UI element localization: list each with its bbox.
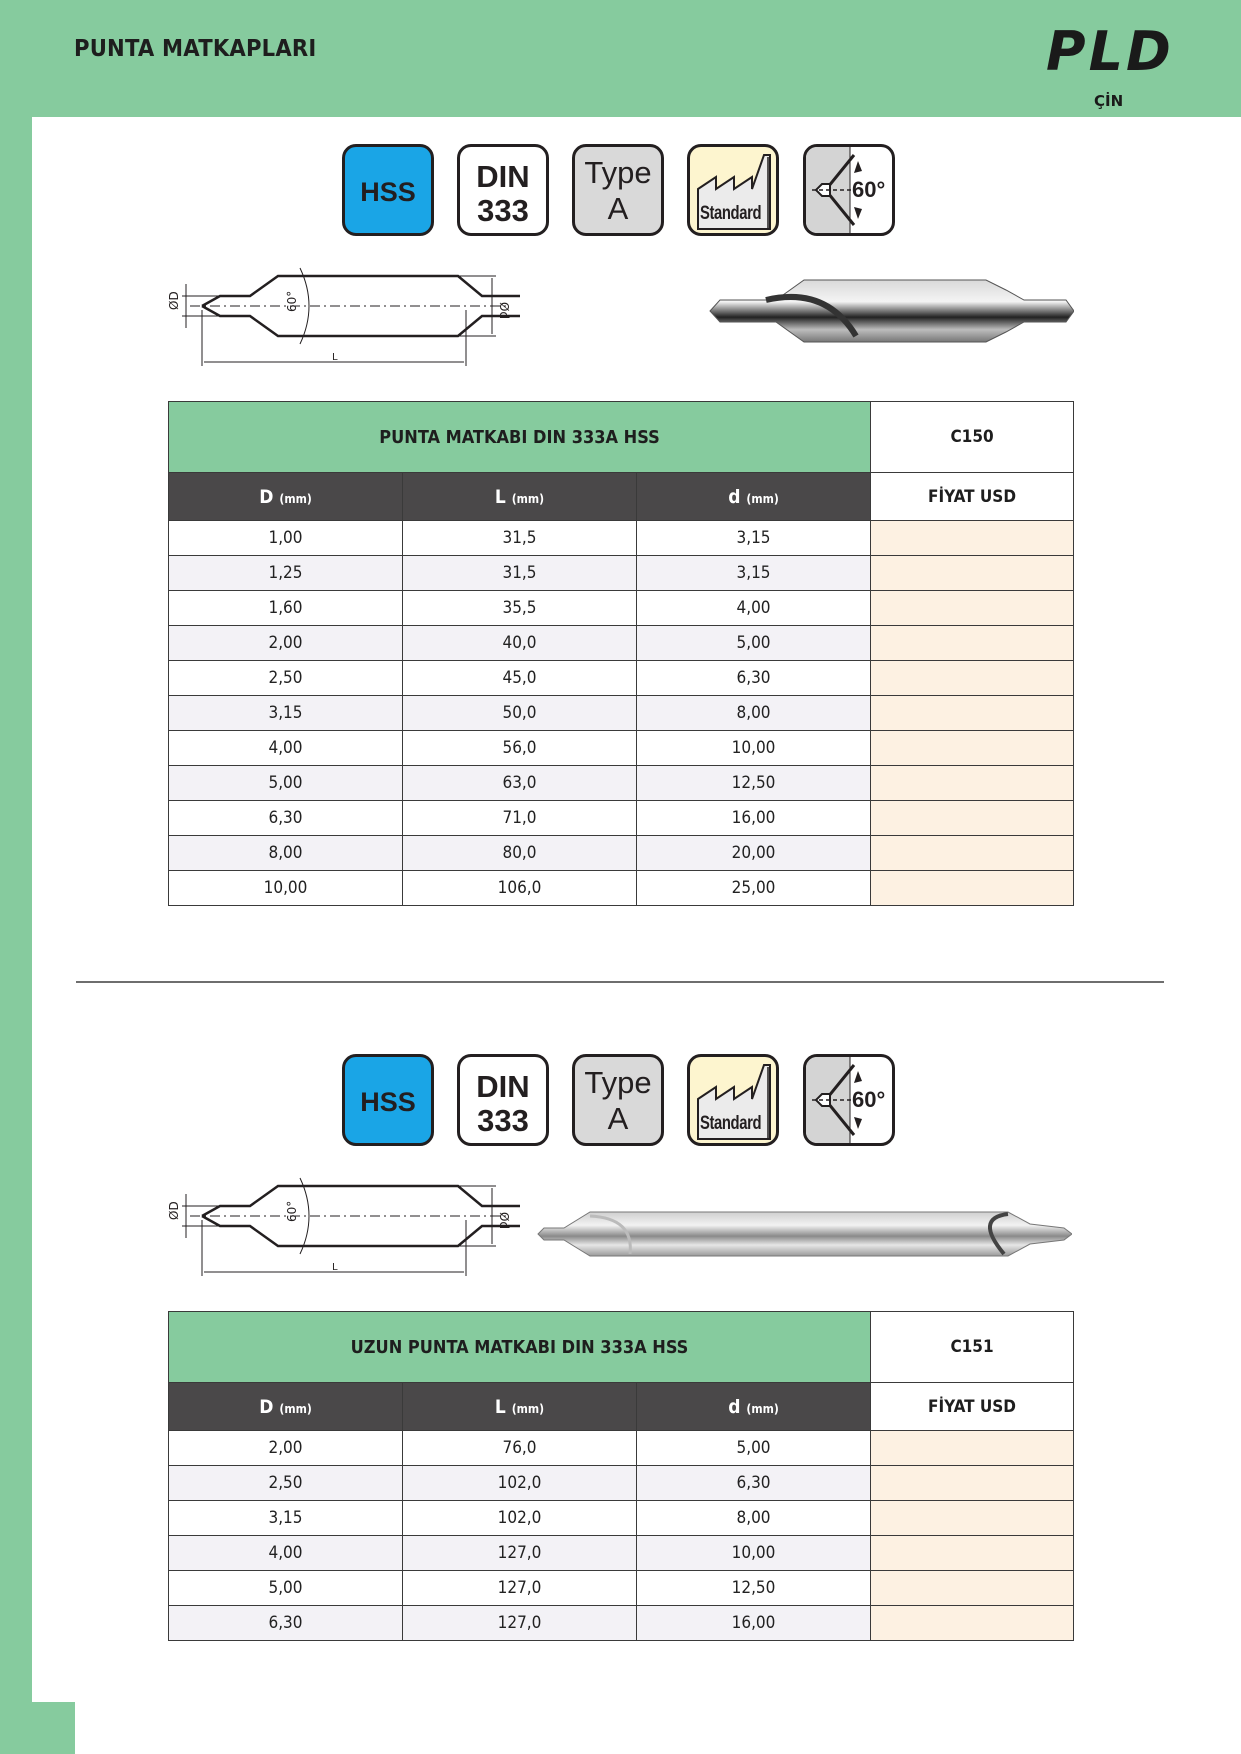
column-header-d: d (mm) [637, 473, 871, 521]
cell-L: 31,5 [403, 521, 637, 556]
angle-badge [803, 144, 895, 236]
cell-D: 10,00 [169, 871, 403, 906]
section-divider [76, 981, 1164, 983]
cell-D: 2,50 [169, 661, 403, 696]
table-row [169, 1501, 1074, 1536]
norm-line1: DIN [476, 1069, 530, 1104]
cell-price [871, 871, 1074, 906]
cell-L: 71,0 [403, 801, 637, 836]
norm-line2: 333 [477, 193, 529, 228]
cell-price [871, 1501, 1074, 1536]
cell-d: 12,50 [637, 1571, 871, 1606]
cell-D: 1,25 [169, 556, 403, 591]
cell-D: 6,30 [169, 801, 403, 836]
cell-D: 4,00 [169, 731, 403, 766]
cell-price [871, 591, 1074, 626]
cell-d: 6,30 [637, 661, 871, 696]
feature-badges-2 [342, 1054, 902, 1152]
table-row [169, 731, 1074, 766]
angle-label: 60° [852, 177, 886, 202]
cell-D: 1,00 [169, 521, 403, 556]
table-row [169, 521, 1074, 556]
cell-L: 35,5 [403, 591, 637, 626]
cell-D: 5,00 [169, 766, 403, 801]
cell-price [871, 1571, 1074, 1606]
price-header: FİYAT USD [871, 473, 1074, 521]
cell-d: 16,00 [637, 1606, 871, 1641]
cell-price [871, 1431, 1074, 1466]
table-row [169, 696, 1074, 731]
cell-L: 80,0 [403, 836, 637, 871]
standard-label: Standard [700, 203, 762, 224]
cell-L: 40,0 [403, 626, 637, 661]
product-code: C151 [871, 1312, 1074, 1383]
cell-price [871, 521, 1074, 556]
product-table-c151 [168, 1311, 1074, 1641]
cell-D: 2,50 [169, 1466, 403, 1501]
table-row [169, 1606, 1074, 1641]
column-header-L: L (mm) [403, 473, 637, 521]
cell-price [871, 556, 1074, 591]
standard-badge [687, 144, 779, 236]
table-row [169, 1571, 1074, 1606]
cell-price [871, 766, 1074, 801]
brand-origin: ÇİN [1094, 92, 1124, 110]
cell-price [871, 1466, 1074, 1501]
cell-d: 10,00 [637, 731, 871, 766]
cell-D: 1,60 [169, 591, 403, 626]
cell-d: 3,15 [637, 556, 871, 591]
cell-price [871, 836, 1074, 871]
column-header-D: D (mm) [169, 473, 403, 521]
cell-L: 127,0 [403, 1571, 637, 1606]
standard-badge [687, 1054, 779, 1146]
type-badge [572, 1054, 664, 1146]
cell-D: 5,00 [169, 1571, 403, 1606]
cell-d: 20,00 [637, 836, 871, 871]
cell-price [871, 696, 1074, 731]
norm-line2: 333 [477, 1103, 529, 1138]
cell-d: 5,00 [637, 626, 871, 661]
cell-D: 3,15 [169, 1501, 403, 1536]
technical-drawing-2 [160, 1176, 520, 1286]
cell-d: 10,00 [637, 1536, 871, 1571]
table-title: PUNTA MATKABI DIN 333A HSS [169, 402, 871, 473]
cell-D: 8,00 [169, 836, 403, 871]
product-code: C150 [871, 402, 1074, 473]
product-photo [706, 276, 1074, 346]
cell-d: 5,00 [637, 1431, 871, 1466]
cell-L: 106,0 [403, 871, 637, 906]
cell-L: 76,0 [403, 1431, 637, 1466]
left-accent-bar [0, 117, 32, 1754]
page-title: PUNTA MATKAPLARI [74, 36, 317, 62]
cell-price [871, 801, 1074, 836]
angle-label: 60° [852, 1087, 886, 1112]
cell-d: 12,50 [637, 766, 871, 801]
cell-D: 2,00 [169, 626, 403, 661]
diameter-d-label: Ød [497, 302, 511, 320]
cell-L: 102,0 [403, 1466, 637, 1501]
price-header: FİYAT USD [871, 1383, 1074, 1431]
cell-price [871, 661, 1074, 696]
cell-L: 50,0 [403, 696, 637, 731]
angle-label: 60° [285, 290, 299, 312]
table-row [169, 801, 1074, 836]
cell-D: 4,00 [169, 1536, 403, 1571]
standard-label: Standard [700, 1113, 762, 1134]
table-row [169, 661, 1074, 696]
table-title: UZUN PUNTA MATKABI DIN 333A HSS [169, 1312, 871, 1383]
feature-badges [342, 144, 902, 242]
length-label: L [332, 352, 338, 363]
type-line2: A [607, 1101, 629, 1136]
material-label: HSS [360, 177, 416, 207]
cell-d: 25,00 [637, 871, 871, 906]
cell-D: 3,15 [169, 696, 403, 731]
cell-d: 8,00 [637, 696, 871, 731]
type-line2: A [607, 191, 629, 226]
norm-line1: DIN [476, 159, 530, 194]
cell-d: 4,00 [637, 591, 871, 626]
material-badge [342, 1054, 434, 1146]
type-badge [572, 144, 664, 236]
table-row [169, 591, 1074, 626]
cell-L: 31,5 [403, 556, 637, 591]
cell-D: 2,00 [169, 1431, 403, 1466]
cell-L: 63,0 [403, 766, 637, 801]
diameter-D-label: ØD [167, 1201, 181, 1220]
cell-L: 56,0 [403, 731, 637, 766]
table-row [169, 1431, 1074, 1466]
table-row [169, 836, 1074, 871]
norm-badge [457, 144, 549, 236]
cell-L: 102,0 [403, 1501, 637, 1536]
cell-price [871, 731, 1074, 766]
column-header-D: D (mm) [169, 1383, 403, 1431]
cell-L: 127,0 [403, 1606, 637, 1641]
material-badge [342, 144, 434, 236]
cell-d: 3,15 [637, 521, 871, 556]
angle-badge [803, 1054, 895, 1146]
cell-d: 6,30 [637, 1466, 871, 1501]
cell-L: 45,0 [403, 661, 637, 696]
column-header-d: d (mm) [637, 1383, 871, 1431]
cell-d: 16,00 [637, 801, 871, 836]
technical-drawing [160, 266, 520, 376]
product-table-c150 [168, 401, 1074, 906]
table-row [169, 626, 1074, 661]
cell-price [871, 626, 1074, 661]
cell-L: 127,0 [403, 1536, 637, 1571]
type-line1: Type [584, 1065, 652, 1100]
bottom-accent-block [0, 1702, 75, 1754]
diameter-d-label: Ød [497, 1212, 511, 1230]
product-photo-2 [534, 1208, 1072, 1260]
cell-price [871, 1536, 1074, 1571]
table-row [169, 1536, 1074, 1571]
cell-d: 8,00 [637, 1501, 871, 1536]
table-row [169, 556, 1074, 591]
brand-logo: PLD [1046, 20, 1174, 83]
table-row [169, 871, 1074, 906]
norm-badge [457, 1054, 549, 1146]
type-line1: Type [584, 155, 652, 190]
table-row [169, 1466, 1074, 1501]
cell-price [871, 1606, 1074, 1641]
angle-label: 60° [285, 1200, 299, 1222]
cell-D: 6,30 [169, 1606, 403, 1641]
column-header-L: L (mm) [403, 1383, 637, 1431]
length-label: L [332, 1262, 338, 1273]
diameter-D-label: ØD [167, 291, 181, 310]
material-label: HSS [360, 1087, 416, 1117]
table-row [169, 766, 1074, 801]
